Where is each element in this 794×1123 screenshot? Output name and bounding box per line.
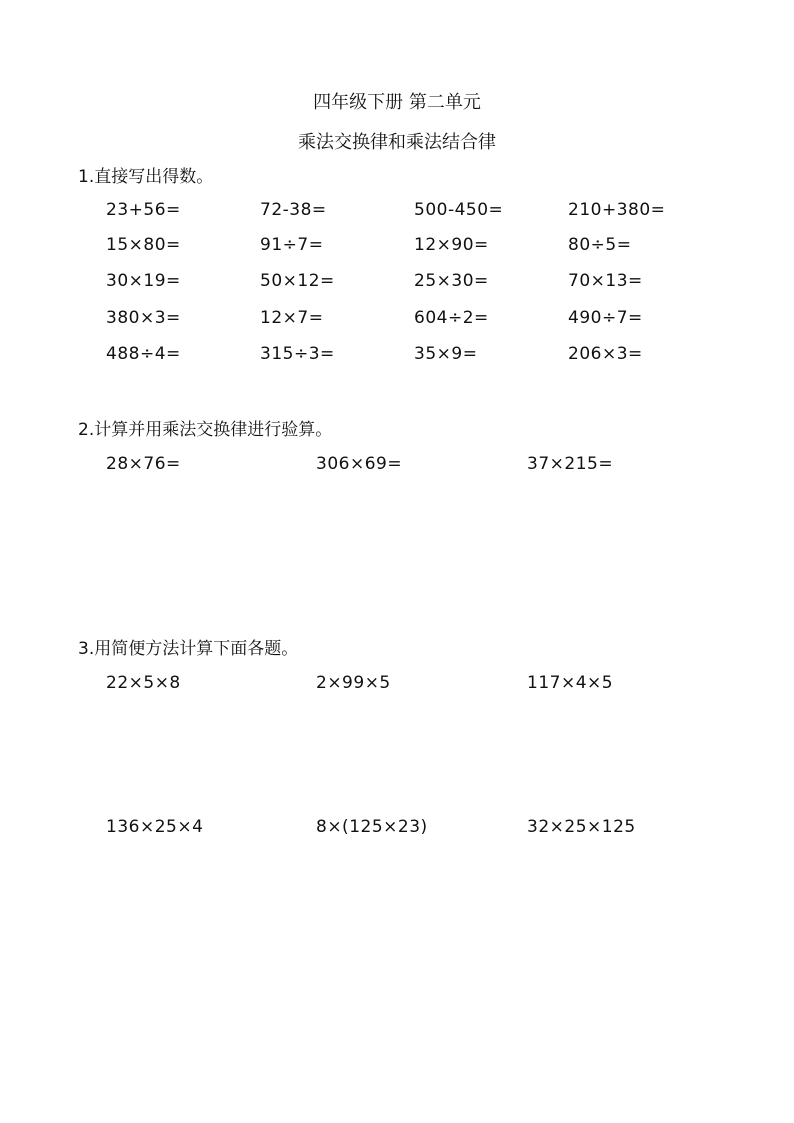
s3-r1-item-3: 117×4×5 [527,673,614,693]
s1-r3-c2: 50×12= [260,271,335,291]
section-2-heading: 2.计算并用乘法交换律进行验算。 [78,420,333,440]
s1-r5-c3: 35×9= [414,344,478,364]
s1-r5-c1: 488÷4= [106,344,181,364]
s1-r3-c3: 25×30= [414,271,489,291]
s1-r3-c1: 30×19= [106,271,181,291]
s1-r2-c1: 15×80= [106,235,181,255]
s3-r1-item-1: 22×5×8 [106,673,181,693]
s3-r2-item-1: 136×25×4 [106,817,204,837]
worksheet-title: 四年级下册 第二单元 [313,92,481,113]
s1-r2-c4: 80÷5= [568,235,632,255]
s1-r4-c1: 380×3= [106,308,181,328]
s2-item-1: 28×76= [106,454,181,474]
s2-item-3: 37×215= [527,454,614,474]
s1-r1-c1: 23+56= [106,200,181,220]
s1-r4-c4: 490÷7= [568,308,643,328]
s1-r5-c4: 206×3= [568,344,643,364]
worksheet-subtitle: 乘法交换律和乘法结合律 [298,132,496,153]
s3-r1-item-2: 2×99×5 [316,673,391,693]
s1-r4-c3: 604÷2= [414,308,489,328]
s1-r1-c4: 210+380= [568,200,666,220]
s1-r1-c2: 72-38= [260,200,327,220]
s1-r1-c3: 500-450= [414,200,504,220]
section-3-heading: 3.用简便方法计算下面各题。 [78,639,299,659]
s1-r2-c2: 91÷7= [260,235,324,255]
s2-item-2: 306×69= [316,454,403,474]
s1-r3-c4: 70×13= [568,271,643,291]
section-1-heading: 1.直接写出得数。 [78,167,214,187]
s1-r5-c2: 315÷3= [260,344,335,364]
s3-r2-item-2: 8×(125×23) [316,817,428,837]
s1-r4-c2: 12×7= [260,308,324,328]
s3-r2-item-3: 32×25×125 [527,817,636,837]
s1-r2-c3: 12×90= [414,235,489,255]
